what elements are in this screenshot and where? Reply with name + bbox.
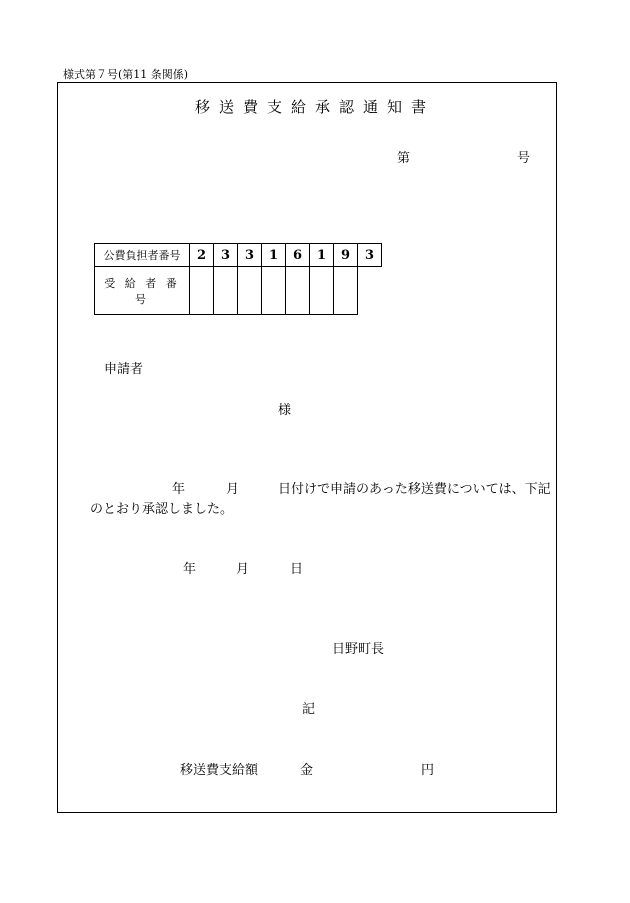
recipient-digit-cell[interactable] [238, 267, 262, 315]
form-number-label: 様式第７号(第11 条関係) [63, 68, 189, 81]
recipient-digit-cell[interactable] [262, 267, 286, 315]
recipient-digit-cell[interactable] [214, 267, 238, 315]
recipient-number-row [95, 267, 382, 315]
date-month: 月 [236, 562, 250, 577]
body-month: 月 [226, 482, 240, 497]
date-year: 年 [183, 562, 197, 577]
recipient-digit-cell[interactable] [310, 267, 334, 315]
recipient-digit-cell[interactable] [334, 267, 358, 315]
payer-digit: 2 [190, 244, 214, 267]
amount-yen: 円 [421, 763, 435, 778]
applicant-label: 申請者 [104, 362, 144, 377]
document-title: 移送費支給承認通知書 [194, 98, 435, 116]
payer-digit: 3 [358, 244, 382, 267]
issuer: 日野町長 [332, 642, 385, 657]
body-year: 年 [172, 482, 186, 497]
payer-digit: 3 [214, 244, 238, 267]
body-line1: 日付けで申請のあった移送費については、下記 [278, 482, 551, 497]
payer-digit: 6 [286, 244, 310, 267]
body-line2: のとおり承認しました。 [90, 502, 234, 517]
recipient-digit-cell[interactable] [190, 267, 214, 315]
payer-digit: 1 [310, 244, 334, 267]
date-day: 日 [290, 562, 304, 577]
number-prefix: 第 [397, 151, 411, 166]
honorific-sama: 様 [278, 403, 292, 418]
payer-digit: 9 [334, 244, 358, 267]
amount-label: 移送費支給額 [180, 763, 259, 778]
number-suffix: 号 [517, 151, 531, 166]
recipient-number-label: 受 給 者 番 号 [95, 267, 190, 315]
payer-number-label: 公費負担者番号 [95, 244, 190, 267]
amount-kin: 金 [300, 763, 314, 778]
ki-heading: 記 [302, 702, 316, 717]
recipient-digit-cell[interactable] [286, 267, 310, 315]
payer-digit: 3 [238, 244, 262, 267]
empty-cell [358, 267, 382, 315]
payer-digit: 1 [262, 244, 286, 267]
payer-number-row [95, 244, 382, 267]
id-number-table [94, 243, 382, 315]
